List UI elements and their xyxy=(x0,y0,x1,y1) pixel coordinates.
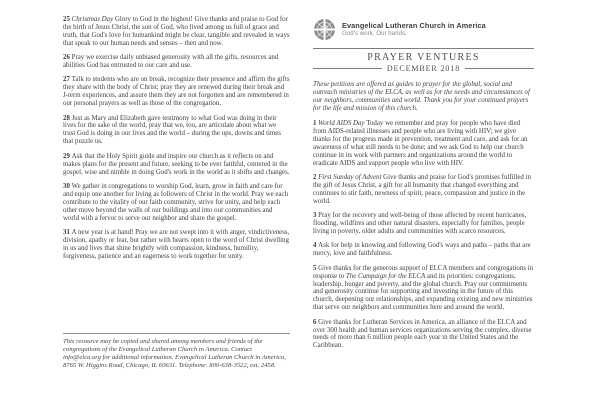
entry-segment-num: 1 xyxy=(313,120,319,128)
entry-segment-italic: The Campaign for the ELCA xyxy=(345,272,426,280)
entry-segment-num: 25 xyxy=(63,16,72,23)
entry-segment-plain: Ask for help in knowing and following God's ways and paths – paths that are mercy, love and faithfulness. xyxy=(313,242,531,258)
prayer-entry xyxy=(313,212,534,236)
entry-segment-plain: Give thanks for the generous support of ELCA members and congregations in response to xyxy=(313,264,534,280)
entry-segment-num: 2 xyxy=(313,174,319,182)
entry-segment-plain: Pray for the recovery and well-being of those affected by recent hurricanes, flooding, wildfires and other natural disasters, especially for families, people living in poverty, older adults and communities with scarce resources. xyxy=(313,212,527,235)
entry-segment-num: 27 xyxy=(63,76,72,84)
entry-segment-plain: Just as Mary and Elizabeth gave testimony to what God was doing in their lives for the sake of the world, pray that we, too, are articulate about what we trust God is doing in our lives and the world – during the ups, downs and times that puzzle us. xyxy=(63,114,281,146)
left-page-footer xyxy=(63,333,290,370)
header-divider xyxy=(313,48,534,49)
footer-divider xyxy=(63,333,290,334)
entry-segment-plain: A new year is at hand! Pray we are not swept into it with anger, vindictiveness, division, apathy or fear, but rather with hearts open to the word of Christ dwelling in us and lives that shine brightly with compassion, kindness, humility, forgiveness, patience and an eagerness to work together for unity. xyxy=(63,228,290,260)
subtitle-left-rule xyxy=(313,68,382,69)
logo-text-block xyxy=(342,22,486,38)
page-subtitle-row xyxy=(313,64,534,74)
entry-segment-italic: Christmas Day xyxy=(71,16,115,23)
prayer-entry xyxy=(313,319,534,351)
prayer-entry xyxy=(63,229,290,261)
org-tagline: God's work. Our hands. xyxy=(342,30,407,37)
prayer-entry xyxy=(63,54,290,70)
prayer-entry xyxy=(63,115,290,147)
entry-segment-num: 31 xyxy=(63,228,72,236)
entry-segment-num: 4 xyxy=(313,242,319,250)
entry-segment-num: 6 xyxy=(313,318,319,326)
entry-segment-plain: Ask that the Holy Spirit guide and inspire our church as it reflects on and makes plans for the present and future, seeking to be ever faithful, centered in the gospel, wise and nimble in doing God's work in the world as it shifts and changes. xyxy=(63,152,290,176)
page-subtitle: DECEMBER 2018 xyxy=(386,63,461,73)
entry-segment-num: 5 xyxy=(313,264,319,272)
entry-segment-italic: First Sunday of Advent xyxy=(318,174,384,182)
org-name: Evangelical Lutheran Church in America xyxy=(342,20,486,30)
entry-segment-plain: Glory to God in the highest! Give thanks and praise to God for the birth of Jesus Christ, the son of God, who lived among us full of grace and truth, that God's love for humankind might be clear, tangible and revealed in ways that speak to our human needs and senses – then and now. xyxy=(63,16,290,47)
left-entries-list xyxy=(63,16,290,261)
prayer-entry xyxy=(313,265,534,312)
entry-segment-num: 26 xyxy=(63,54,72,62)
entry-segment-num: 30 xyxy=(63,182,72,190)
right-page xyxy=(313,16,534,357)
prayer-entry xyxy=(313,242,534,258)
entry-segment-plain: Pray we exercise daily unbiased generosity with all the gifts, resources and abilities God has entrusted to our care and use. xyxy=(63,54,279,70)
entry-segment-plain: We gather in congregations to worship God, learn, grow in faith and care for and equip one another for living as followers of Christ in the world. Pray we each contribute to the vitality of our faith community, strive for unity, and help each other move beyond the walls of our buildings and into our communities and world with a fervor to serve our neighbor and share the gospel. xyxy=(63,182,289,222)
prayer-entry xyxy=(63,76,290,108)
prayer-entry xyxy=(313,120,534,167)
prayer-entry xyxy=(63,183,290,223)
entry-segment-plain: Talk to students who are on break, recognize their presence and affirm the gifts they share with the body of Christ; pray they are renewed during their break and J-term experiences, and assure them they are not forgotten and are remembered in our personal prayers as well as those of the congregation. xyxy=(63,76,290,108)
elca-globe-cross-icon xyxy=(313,18,336,41)
entry-segment-italic: World AIDS Day xyxy=(318,120,367,128)
entry-segment-plain: Give thanks for Lutheran Services in America, an alliance of the ELCA and over 300 health and human services organizations serving the complex, diverse needs of more than 6 million people each year in the United States and the Caribbean. xyxy=(313,318,532,350)
prayer-entry xyxy=(313,174,534,206)
entry-segment-plain: and its priorities: congregations, leadership, hunger and poverty, and the global church. Pray our commitments and generosity continue for supporting and investing in the future of this church, deepening our relationships, and expanding existing and new ministries that serve our neighbors and communities here and around the world. xyxy=(313,272,533,312)
left-page xyxy=(63,16,290,267)
prayer-entry xyxy=(63,16,290,48)
entry-segment-num: 28 xyxy=(63,114,72,122)
prayer-entry xyxy=(63,153,290,177)
elca-logo xyxy=(313,18,534,41)
intro-paragraph: These petitions are offered as guides to prayer for the global, social and outreach ministries of the ELCA, as well as for the needs and circumstances of our neighbors, communities and world. Thank you for your continued prayers for the life and mission of this church. xyxy=(313,81,530,112)
footer-text: This resource may be copied and shared among members and friends of the congregations of the Evangelical Lutheran Church in America. Contact info@elca.org for additional information. Evangelical Lutheran Church in America, 8765 W. Higgins Road, Chicago, IL 60631. Telephone: 800-638-3522, ext. 2458. xyxy=(63,338,286,369)
entry-segment-plain: Give thanks and praise for God's promises fulfilled in the gift of Jesus Christ, a gift for all humanity that changed everything and continues to stir faith, newness of spirit, peace, compassion and justice in the world. xyxy=(313,174,531,205)
subtitle-right-rule xyxy=(465,68,534,69)
entry-segment-num: 29 xyxy=(63,152,72,160)
page-title: PRAYER VENTURES xyxy=(367,52,480,63)
entry-segment-plain: Today we remember and pray for people who have died from AIDS-related illnesses and people who are living with HIV; we give thanks for the progress made in prevention, treatment and care, and ask for an awareness of what still needs to be done; and we ask God to help our church continue in its work with partners and organizations around the world to eradicate AIDS and support people who live with HIV. xyxy=(313,120,528,167)
entry-segment-num: 3 xyxy=(313,212,319,220)
right-entries-list xyxy=(313,120,534,350)
